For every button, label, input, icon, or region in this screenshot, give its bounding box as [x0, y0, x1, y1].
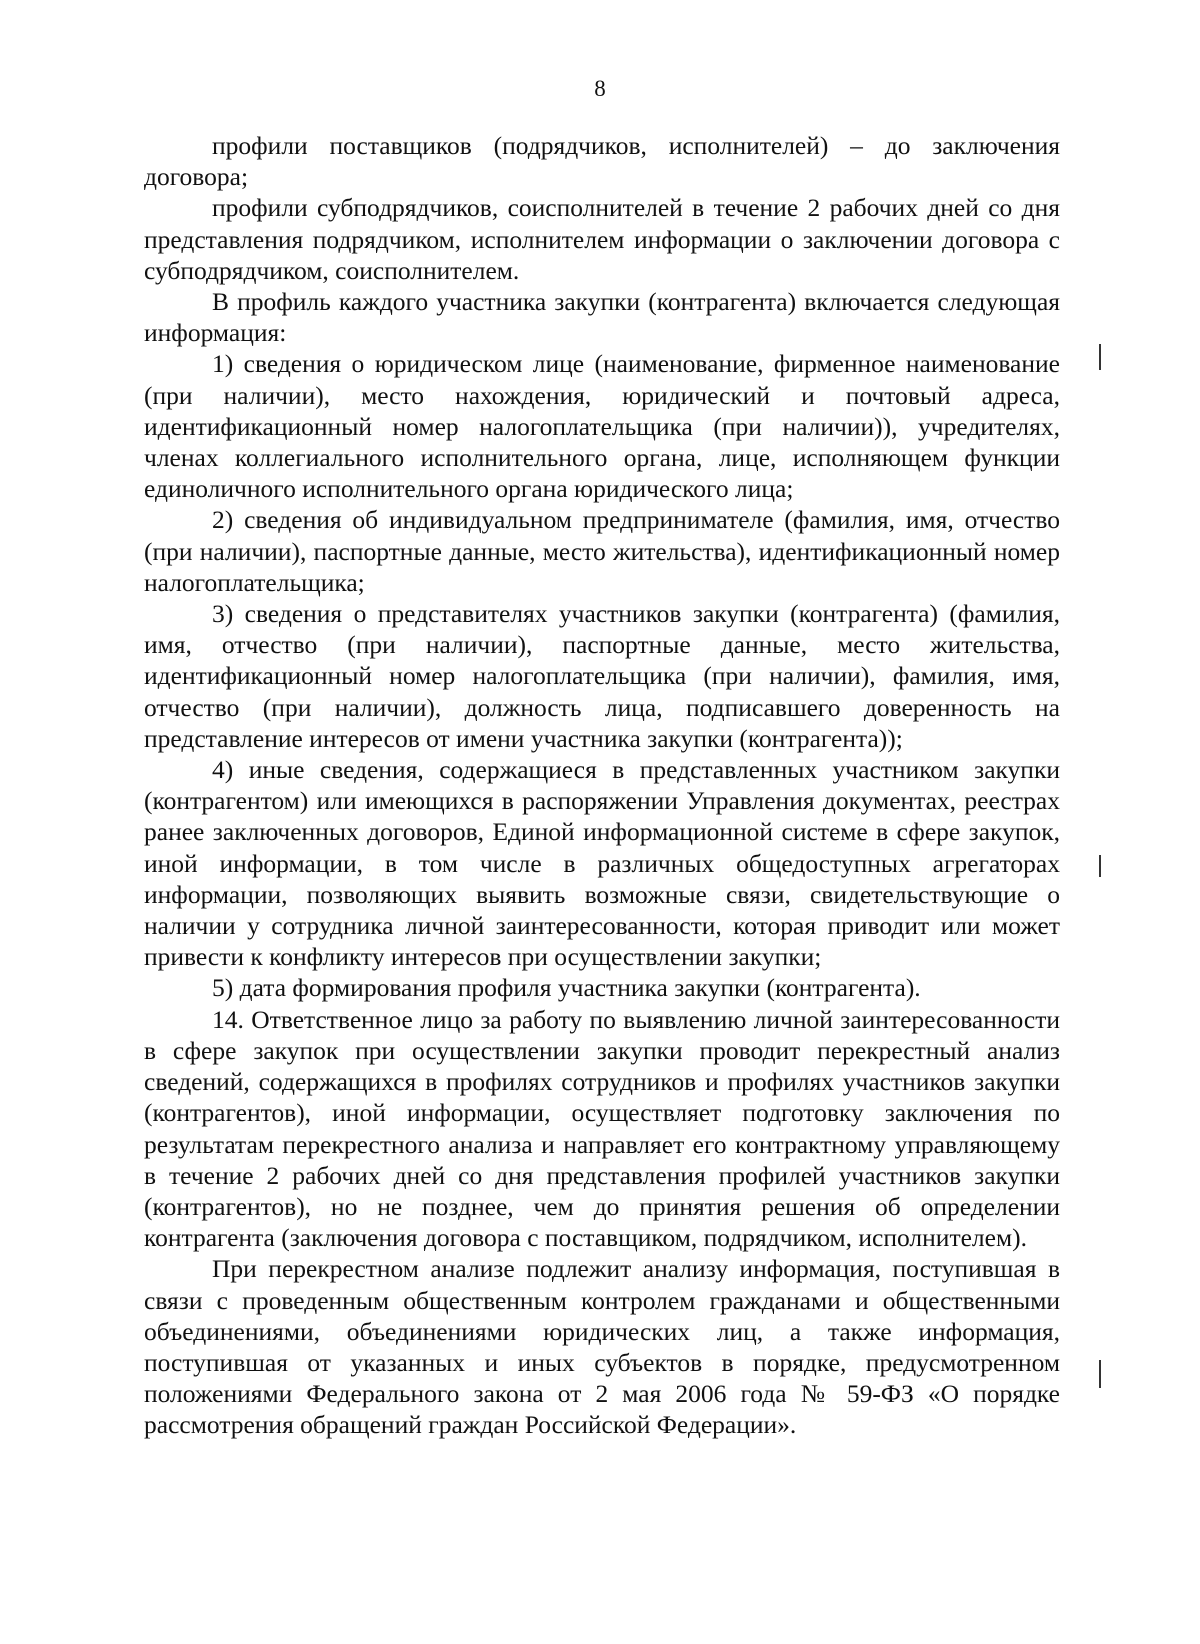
- list-item-representatives: 3) сведения о представителях участников закупки (контрагента) (фамилия, имя, отчество (при наличии), паспортные данные, место жительства, идентификационный номер налогоплательщика (при наличии), фамилия, имя, отчество (при наличии), должность лица, подписавшего доверенность на представление интересов от имени участника закупки (контрагента));: [144, 599, 1060, 753]
- scan-margin-mark: [1099, 1360, 1101, 1388]
- list-item-profile-date: 5) дата формирования профиля участника закупки (контрагента).: [212, 973, 921, 1003]
- list-item-legal-entity: 1) сведения о юридическом лице (наименование, фирменное наименование (при наличии), место нахождения, юридический и почтовый адреса, идентификационный номер налогоплательщика (при наличии)), учредителях, членах коллегиального исполнительного органа, лице, исполняющем функции единоличного исполнительного органа юридического лица;: [144, 349, 1060, 504]
- paragraph-cross-analysis: При перекрестном анализе подлежит анализу информация, поступившая в связи с проведенным общественным контролем гражданами и общественными объединениями, объединениями юридических лиц, а также информация, поступившая от указанных и иных субъектов в порядке, предусмотренном положениями Федерального закона от 2 мая 2006 года № 59-ФЗ «О порядке рассмотрения обращений граждан Российской Федерации».: [144, 1254, 1060, 1440]
- list-item-individual-entrepreneur: 2) сведения об индивидуальном предпринимателе (фамилия, имя, отчество (при наличии), паспортные данные, место жительства), идентификационный номер налогоплательщика;: [144, 505, 1060, 597]
- document-body: [144, 130, 1060, 1441]
- paragraph-subcontractor-profiles: профили субподрядчиков, соисполнителей в течение 2 рабочих дней со дня представления подрядчиком, исполнителем информации о заключении договора с субподрядчиком, соисполнителем.: [144, 193, 1060, 285]
- scan-margin-mark: [1099, 855, 1101, 877]
- paragraph-supplier-profiles: профили поставщиков (подрядчиков, исполнителей) – до заключения договора;: [144, 131, 1060, 192]
- paragraph-profile-contents-intro: В профиль каждого участника закупки (контрагента) включается следующая информация:: [144, 287, 1060, 348]
- paragraph-section-14: 14. Ответственное лицо за работу по выявлению личной заинтересованности в сфере закупок при осуществлении закупки проводит перекрестный анализ сведений, содержащихся в профилях сотрудников и профилях участников закупки (контрагентов), иной информации, осуществляет подготовку заключения по результатам перекрестного анализа и направляет его контрактному управляющему в течение 2 рабочих дней со дня представления профилей участников закупки (контрагентов), но не позднее, чем до принятия решения об определении контрагента (заключения договора с поставщиком, подрядчиком, исполнителем).: [144, 1004, 1060, 1253]
- list-item-other-information: 4) иные сведения, содержащиеся в представленных участником закупки (контрагентом) или имеющихся в распоряжении Управления документах, реестрах ранее заключенных договоров, Единой информационной системе в сфере закупок, иной информации, в том числе в различных общедоступных агрегаторах информации, позволяющих выявить возможные связи, свидетельствующие о наличии у сотрудника личной заинтересованности, которая приводит или может привести к конфликту интересов при осуществлении закупки;: [144, 755, 1060, 972]
- scan-margin-mark: [1099, 344, 1101, 370]
- page-number: 8: [594, 76, 606, 101]
